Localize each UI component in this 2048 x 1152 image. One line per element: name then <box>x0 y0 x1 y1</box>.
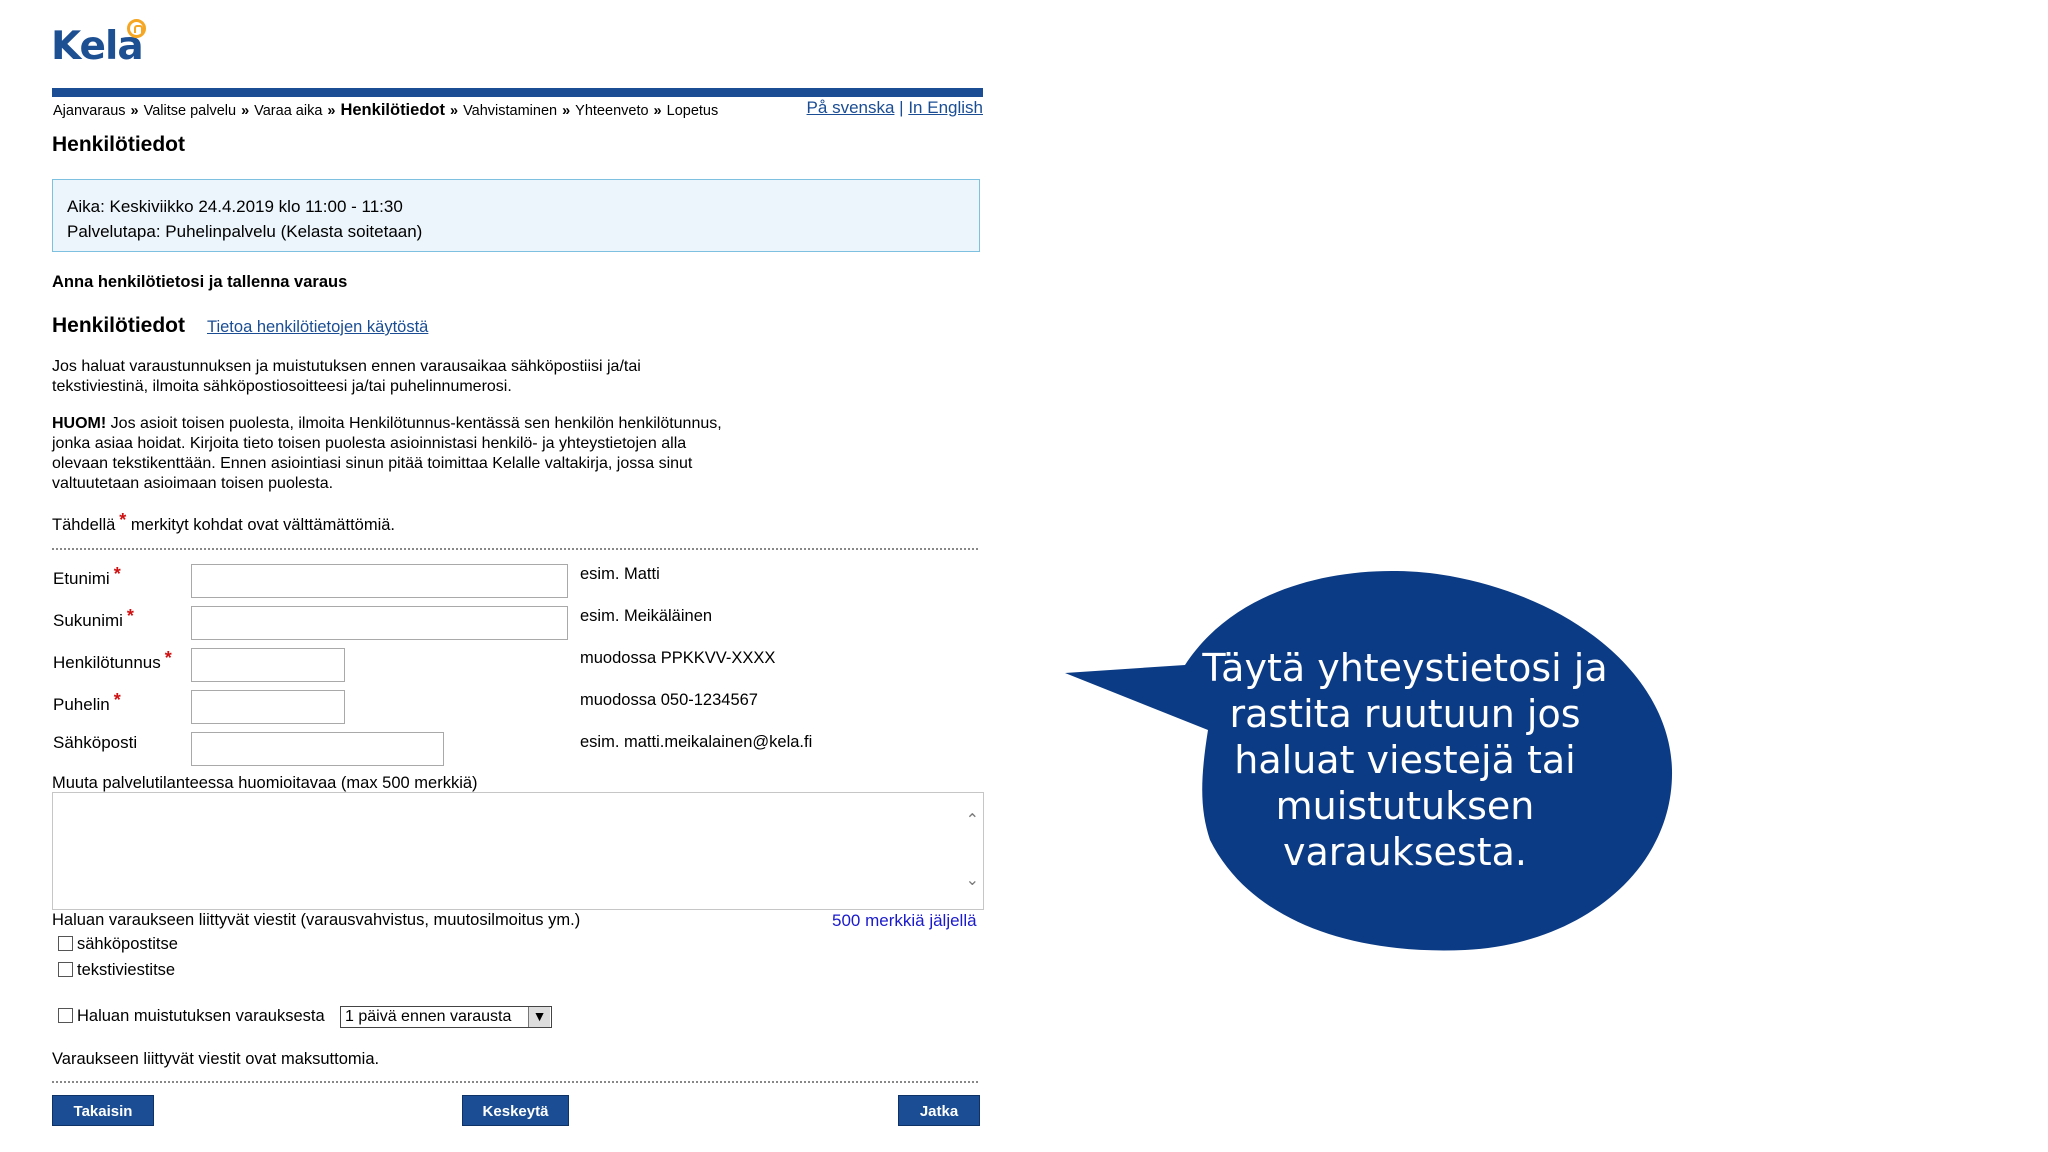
breadcrumb <box>53 101 718 120</box>
phone-label <box>53 690 121 715</box>
email-input[interactable] <box>191 732 444 766</box>
reminder-checkbox[interactable] <box>58 1008 73 1023</box>
required-star-icon: * <box>164 648 172 668</box>
first-name-input[interactable] <box>191 564 568 598</box>
appointment-service: Palvelutapa: Puhelinpalvelu (Kelasta soitetaan) <box>67 222 423 241</box>
phone-input[interactable] <box>191 690 345 724</box>
phone-hint: muodossa 050-1234567 <box>580 691 758 709</box>
required-note-text: merkityt kohdat ovat välttämättömiä. <box>126 516 396 534</box>
header-bar <box>52 88 983 97</box>
first-name-label <box>53 564 121 589</box>
email-hint: esim. matti.meikalainen@kela.fi <box>580 733 813 751</box>
continue-button[interactable]: Jatka <box>898 1095 980 1126</box>
label-text: Sukunimi <box>53 611 123 630</box>
breadcrumb-item: Valitse palvelu <box>143 103 237 119</box>
breadcrumb-item: Yhteenveto <box>575 103 649 119</box>
divider <box>52 548 978 550</box>
cancel-button[interactable]: Keskeytä <box>462 1095 569 1126</box>
appointment-info-box <box>52 179 980 252</box>
sms-messages-label: tekstiviestitse <box>77 961 176 979</box>
ssn-hint: muodossa PPKKVV-XXXX <box>580 649 776 667</box>
last-name-input[interactable] <box>191 606 568 640</box>
notice-label: HUOM! <box>52 415 107 432</box>
label-text: Sähköposti <box>53 733 138 752</box>
english-link[interactable]: In English <box>908 98 983 117</box>
email-messages-label: sähköpostitse <box>77 935 178 953</box>
notice-text <box>52 414 812 494</box>
label-text: Etunimi <box>53 569 110 588</box>
messages-label: Haluan varaukseen liittyvät viestit (varausvahvistus, muutosilmoitus ym.) <box>52 911 581 929</box>
breadcrumb-separator: » <box>449 103 459 119</box>
first-name-hint: esim. Matti <box>580 565 660 583</box>
privacy-info-link[interactable]: Tietoa henkilötietojen käytöstä <box>207 318 429 336</box>
breadcrumb-item: Ajanvaraus <box>53 103 126 119</box>
language-links <box>807 98 983 118</box>
label-text: Puhelin <box>53 695 110 714</box>
breadcrumb-separator: » <box>327 103 336 119</box>
notes-textarea[interactable] <box>52 792 984 910</box>
logo-accent-icon <box>127 19 146 38</box>
required-star-icon: * <box>113 690 121 710</box>
breadcrumb-item: Lopetus <box>666 103 719 119</box>
notice-line: valtuutetaan asioimaan toisen puolesta. <box>52 475 334 492</box>
required-star-icon: * <box>126 606 134 626</box>
scroll-up-icon[interactable]: ⌃ <box>965 812 979 829</box>
last-name-label <box>53 606 134 631</box>
chevron-down-icon[interactable]: ▼ <box>528 1007 550 1027</box>
intro-line: tekstiviestinä, ilmoita sähköpostiosoitteesi ja/tai puhelinnumerosi. <box>52 378 512 395</box>
kela-logo: Kela <box>51 24 143 69</box>
breadcrumb-item: Varaa aika <box>254 103 323 119</box>
ssn-input[interactable] <box>191 648 345 682</box>
email-label <box>53 733 137 753</box>
page-title: Henkilötiedot <box>52 133 186 156</box>
callout-text <box>1170 645 1640 875</box>
required-star-icon: * <box>119 510 127 530</box>
last-name-hint: esim. Meikäläinen <box>580 607 713 625</box>
notice-line: Jos asioit toisen puolesta, ilmoita Henkilötunnus-kentässä sen henkilön henkilötunnus, <box>106 415 722 432</box>
callout-line: Täytä yhteystietosi ja <box>1202 646 1608 690</box>
breadcrumb-separator: » <box>241 103 250 119</box>
language-divider: | <box>899 98 904 117</box>
divider <box>52 1081 978 1083</box>
reminder-timing-select[interactable]: 1 päivä ennen varausta <box>340 1006 552 1028</box>
instruction-heading: Anna henkilötietosi ja tallenna varaus <box>52 273 348 291</box>
required-note <box>52 510 812 535</box>
notes-label: Muuta palvelutilanteessa huomioitavaa (max 500 merkkiä) <box>52 774 478 792</box>
back-button[interactable]: Takaisin <box>52 1095 154 1126</box>
notice-line: olevaan tekstikenttään. Ennen asiointiasi sinun pitää toimittaa Kelalle valtakirja, jossa sinut <box>52 455 693 472</box>
characters-remaining: 500 merkkiä jäljellä <box>832 911 977 930</box>
intro-line: Jos haluat varaustunnuksen ja muistutuksen ennen varausaikaa sähköpostiisi ja/tai <box>52 358 641 375</box>
sms-messages-checkbox[interactable] <box>58 962 73 977</box>
scroll-down-icon[interactable]: ⌄ <box>965 872 979 889</box>
breadcrumb-separator: » <box>653 103 662 119</box>
required-star-icon: * <box>113 564 121 584</box>
intro-text <box>52 357 812 397</box>
breadcrumb-item: Vahvistaminen <box>463 103 558 119</box>
label-text: Henkilötunnus <box>53 653 161 672</box>
section-title: Henkilötiedot <box>52 314 186 337</box>
email-messages-checkbox[interactable] <box>58 936 73 951</box>
free-messages-note: Varaukseen liittyvät viestit ovat maksuttomia. <box>52 1050 380 1068</box>
callout-line: varauksesta. <box>1282 830 1527 874</box>
appointment-time: Aika: Keskiviikko 24.4.2019 klo 11:00 - 11:30 <box>67 197 403 216</box>
breadcrumb-separator: » <box>130 103 139 119</box>
breadcrumb-current: Henkilötiedot <box>340 101 445 119</box>
ssn-label <box>53 648 172 673</box>
notice-line: jonka asiaa hoidat. Kirjoita tieto toisen puolesta asioinnistasi henkilö- ja yhteystietojen alla <box>52 435 687 452</box>
swedish-link[interactable]: På svenska <box>806 98 895 117</box>
callout-line: rastita ruutuun jos <box>1229 692 1581 736</box>
required-note-text: Tähdellä <box>52 516 116 534</box>
reminder-label: Haluan muistutuksen varauksesta <box>77 1007 325 1025</box>
callout-line: haluat viestejä tai <box>1234 738 1576 782</box>
callout-line: muistutuksen <box>1275 784 1535 828</box>
breadcrumb-separator: » <box>562 103 571 119</box>
